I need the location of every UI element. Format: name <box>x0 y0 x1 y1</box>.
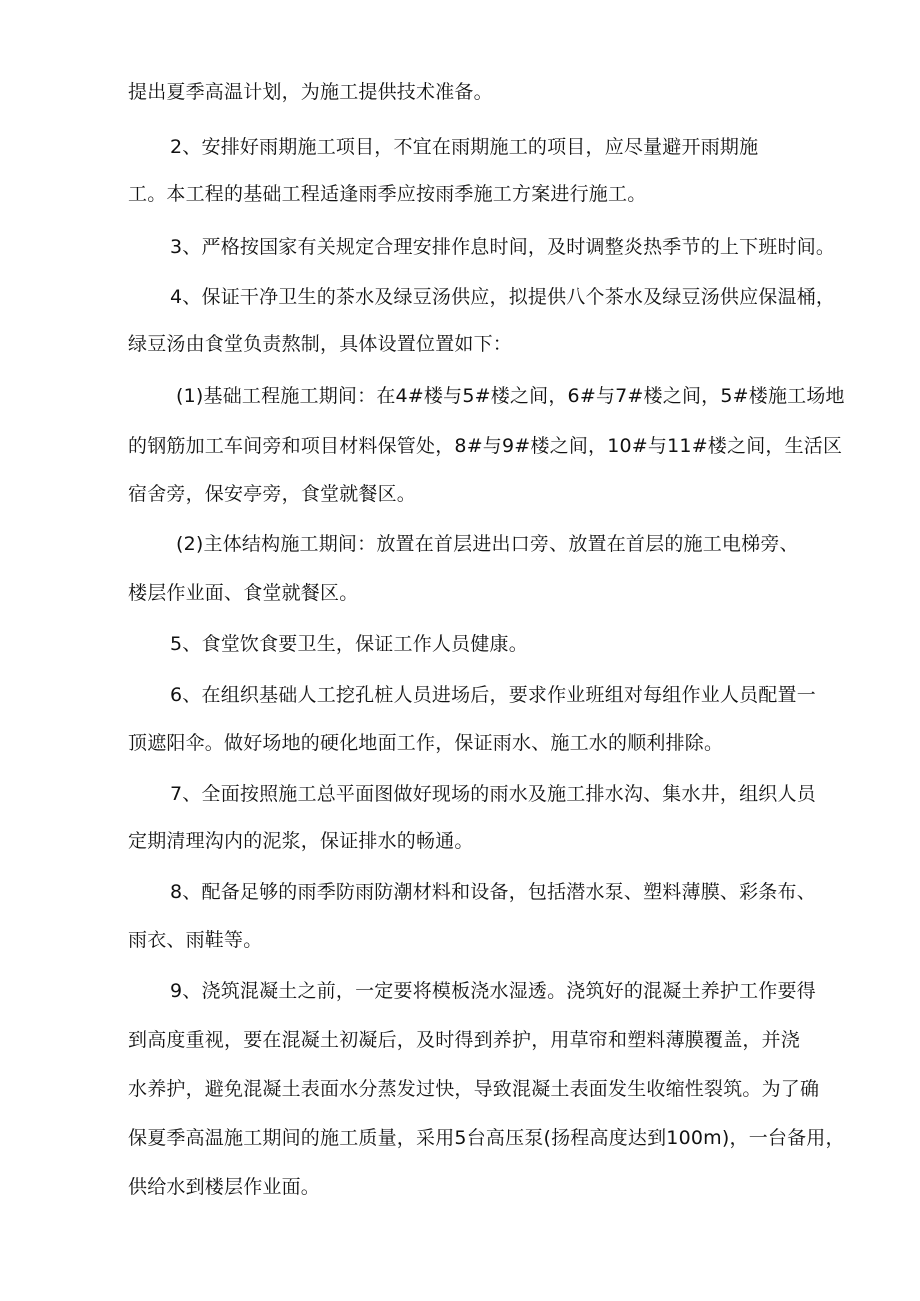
text-line: 雨衣、雨鞋等。 <box>128 929 263 951</box>
text-line: 定期清理沟内的泥浆，保证排水的畅通。 <box>128 830 474 852</box>
text-line: (1)基础工程施工期间：在4#楼与5#楼之间，6#与7#楼之间，5#楼施工场地 <box>176 385 845 407</box>
text-line: (2)主体结构施工期间：放置在首层进出口旁、放置在首层的施工电梯旁、 <box>176 533 799 555</box>
text-line: 宿舍旁，保安亭旁，食堂就餐区。 <box>128 483 417 505</box>
text-line: 水养护，避免混凝土表面水分蒸发过快，导致混凝土表面发生收缩性裂筑。为了确 <box>128 1078 820 1100</box>
text-line: 4、保证干净卫生的茶水及绿豆汤供应，拟提供八个茶水及绿豆汤供应保温桶， <box>170 286 836 308</box>
text-line: 5、食堂饮食要卫生，保证工作人员健康。 <box>170 633 528 655</box>
text-line: 保夏季高温施工期间的施工质量，采用5台高压泵(扬程高度达到100m)，一台备用， <box>128 1127 845 1149</box>
text-line: 绿豆汤由食堂负责熬制，具体设置位置如下： <box>128 333 513 355</box>
text-line: 7、全面按照施工总平面图做好现场的雨水及施工排水沟、集水井，组织人员 <box>170 783 816 805</box>
text-line: 6、在组织基础人工挖孔桩人员进场后，要求作业班组对每组作业人员配置一 <box>170 684 816 706</box>
text-line: 工。本工程的基础工程适逢雨季应按雨季施工方案进行施工。 <box>128 183 647 205</box>
text-line: 9、浇筑混凝土之前，一定要将模板浇水湿透。浇筑好的混凝土养护工作要得 <box>170 980 816 1002</box>
text-line: 楼层作业面、食堂就餐区。 <box>128 582 359 604</box>
text-line: 的钢筋加工车间旁和项目材料保管处，8#与9#楼之间，10#与11#楼之间，生活区 <box>128 435 843 457</box>
text-line: 提出夏季高温计划，为施工提供技术准备。 <box>128 81 493 103</box>
text-line: 供给水到楼层作业面。 <box>128 1176 321 1198</box>
text-line: 2、安排好雨期施工项目，不宜在雨期施工的项目，应尽量避开雨期施 <box>170 136 759 158</box>
text-line: 8、配备足够的雨季防雨防潮材料和设备，包括潜水泵、塑料薄膜、彩条布、 <box>170 881 816 903</box>
text-line: 到高度重视，要在混凝土初凝后，及时得到养护，用草帘和塑料薄膜覆盖，并浇 <box>128 1029 801 1051</box>
text-line: 3、严格按国家有关规定合理安排作息时间，及时调整炎热季节的上下班时间。 <box>170 236 836 258</box>
text-line: 顶遮阳伞。做好场地的硬化地面工作，保证雨水、施工水的顺利排除。 <box>128 732 724 754</box>
